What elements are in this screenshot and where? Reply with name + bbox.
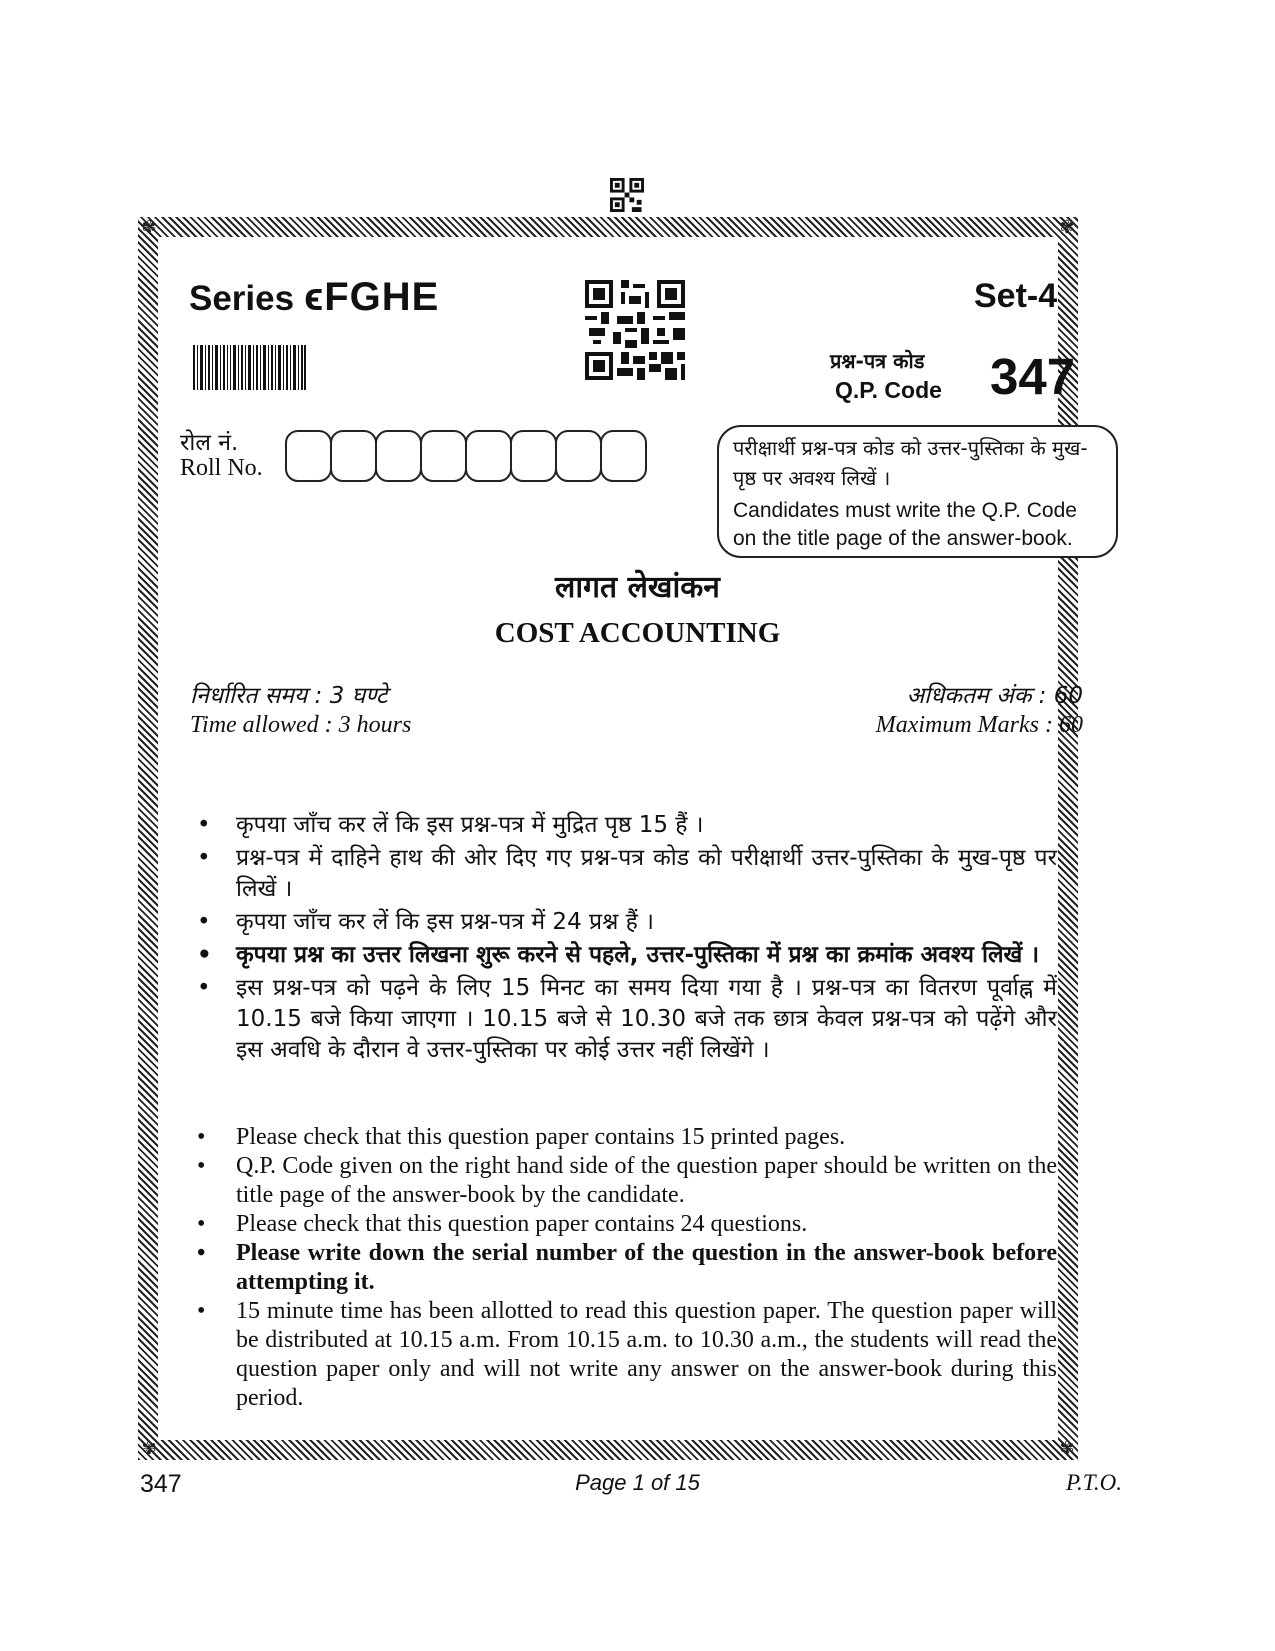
subject-title: COST ACCOUNTING (494, 617, 781, 649)
roll-digit-box[interactable] (420, 430, 467, 482)
qp-code-notice (717, 425, 1118, 558)
max-marks-hindi: अधिकतम अंक : 60 (906, 683, 1083, 709)
corner-ornament-icon: ✾ (141, 217, 157, 238)
roll-label: Roll No. (180, 455, 263, 481)
notice-hindi: परीक्षार्थी प्रश्न-पत्र कोड को उत्तर-पुस्तिका के मुख-पृष्ठ पर अवश्य लिखें । (733, 436, 1088, 490)
roll-digit-box[interactable] (465, 430, 512, 482)
instructions-hindi (197, 810, 1057, 1068)
max-marks: Maximum Marks : 60 (875, 712, 1083, 738)
roll-digit-box[interactable] (555, 430, 602, 482)
pto-label: P.T.O. (1065, 1470, 1122, 1495)
roll-digit-box[interactable] (375, 430, 422, 482)
roll-digit-box[interactable] (600, 430, 647, 482)
instructions-english (197, 1123, 1057, 1413)
set-label: Set-4 (974, 277, 1058, 315)
subject-title-hindi: लागत लेखांकन (555, 570, 720, 605)
instruction-item: • Please check that this question paper contains 15 printed pages. (197, 1123, 1057, 1152)
time-allowed-hindi: निर्धारित समय : 3 घण्टे (190, 683, 388, 709)
roll-number-boxes (285, 430, 645, 482)
instruction-item: • कृपया जाँच कर लें कि इस प्रश्न-पत्र में मुद्रित पृष्ठ 15 हैं । (197, 810, 1057, 841)
qp-code-value: 347 (990, 348, 1076, 405)
roll-label-hindi: रोल नं. (180, 430, 239, 456)
roll-digit-box[interactable] (330, 430, 377, 482)
corner-ornament-icon: ✾ (1059, 217, 1075, 238)
time-allowed: Time allowed : 3 hours (190, 712, 412, 738)
qr-code-icon (585, 280, 685, 380)
instruction-item: • इस प्रश्न-पत्र को पढ़ने के लिए 15 मिनट का समय दिया गया है । प्रश्न-पत्र का वितरण पूर्वाह्न में 10.15 बजे किया जाएगा । 10.15 बजे से 10.30 बजे तक छात्र केवल प्रश्न-पत्र को पढ़ेंगे और इस अवधि के दौरान वे उत्तर-पुस्तिका पर कोई उत्तर नहीं लिखेंगे । (197, 973, 1057, 1066)
instruction-item: • प्रश्न-पत्र में दाहिने हाथ की ओर दिए गए प्रश्न-पत्र कोड को परीक्षार्थी उत्तर-पुस्तिका के मुख-पृष्ठ पर लिखें । (197, 843, 1057, 905)
barcode-icon (193, 345, 306, 390)
page-number: Page 1 of 15 (575, 1470, 700, 1495)
qp-code-label: Q.P. Code (835, 377, 942, 403)
instruction-item: • Q.P. Code given on the right hand side of the question paper should be written on the title page of the answer-book by the candidate. (197, 1152, 1057, 1210)
corner-ornament-icon: ✾ (1059, 1438, 1075, 1459)
roll-digit-box[interactable] (285, 430, 332, 482)
corner-ornament-icon: ✾ (141, 1438, 157, 1459)
instruction-item: • Please check that this question paper contains 24 questions. (197, 1210, 1057, 1239)
small-qr-code-icon (610, 178, 644, 212)
notice-english: Candidates must write the Q.P. Code on the title page of the answer-book. (733, 499, 1077, 550)
series-code: ϵFGHE (304, 275, 440, 319)
instruction-item: • कृपया प्रश्न का उत्तर लिखना शुरू करने से पहले, उत्तर-पुस्तिका में प्रश्न का क्रमांक अवश्य लिखें । (197, 940, 1057, 971)
instruction-item: • 15 minute time has been allotted to read this question paper. The question paper will be distributed at 10.15 a.m. From 10.15 a.m. to 10.30 a.m., the students will read the question paper only and will not write any answer on the answer-book during this period. (197, 1297, 1057, 1413)
series-label: Series ϵFGHE (189, 275, 440, 319)
roll-digit-box[interactable] (510, 430, 557, 482)
instruction-item: • Please write down the serial number of the question in the answer-book before attempting it. (197, 1239, 1057, 1297)
instruction-item: • कृपया जाँच कर लें कि इस प्रश्न-पत्र में 24 प्रश्न हैं । (197, 907, 1057, 938)
footer-qp-code: 347 (140, 1470, 182, 1498)
qp-code-label-hindi: प्रश्न-पत्र कोड (830, 349, 925, 373)
